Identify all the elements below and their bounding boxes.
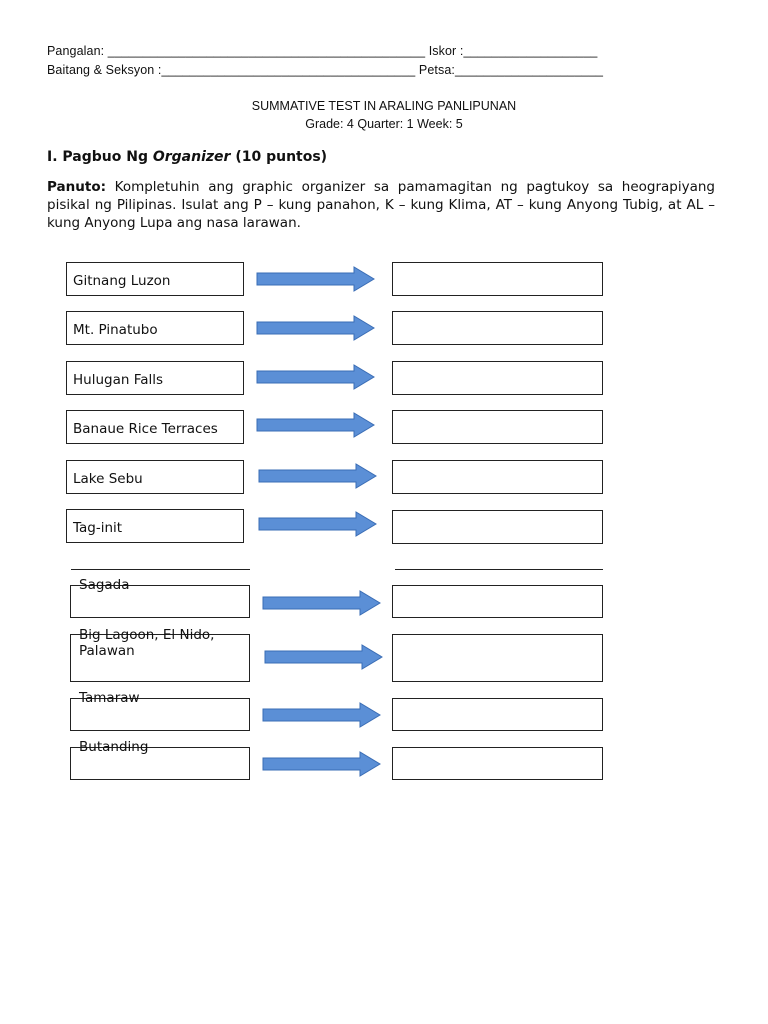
item-label: Sagada [79, 577, 130, 593]
answer-box[interactable] [392, 747, 603, 780]
instructions [47, 178, 715, 232]
item-label: Banaue Rice Terraces [73, 421, 218, 437]
answer-box[interactable] [392, 698, 603, 731]
item-label: Tag-init [73, 520, 123, 536]
arrow-icon [256, 315, 376, 341]
item-label: Lake Sebu [73, 471, 143, 487]
baitang-label: Baitang & Seksyon : [47, 63, 162, 77]
item-label: Mt. Pinatubo [73, 322, 158, 338]
baitang-row [47, 63, 603, 77]
arrow-icon [264, 644, 384, 670]
pangalan-label: Pangalan: [47, 44, 105, 58]
answer-box[interactable] [392, 262, 603, 296]
answer-box[interactable] [392, 585, 603, 618]
section-number: I. Pagbuo Ng [47, 149, 148, 165]
arrow-icon [258, 463, 378, 489]
answer-box[interactable] [392, 634, 603, 682]
answer-box[interactable] [392, 410, 603, 444]
baitang-field[interactable]: ____________________________________ [161, 63, 416, 77]
pangalan-row [47, 44, 597, 58]
iskor-label: Iskor : [428, 44, 464, 58]
item-label: Big Lagoon, El Nido, Palawan [79, 627, 215, 659]
arrow-icon [256, 412, 376, 438]
section-italic: Organizer [152, 149, 231, 165]
arrow-icon [262, 702, 382, 728]
answer-box[interactable] [392, 361, 603, 395]
answer-box[interactable] [392, 510, 603, 544]
test-title: SUMMATIVE TEST IN ARALING PANLIPUNAN [251, 99, 517, 113]
instructions-label: Panuto: [47, 179, 106, 195]
item-label: Gitnang Luzon [73, 273, 171, 289]
iskor-field[interactable]: ___________________ [463, 44, 598, 58]
answer-box[interactable] [392, 460, 603, 494]
section-points: (10 puntos) [235, 149, 328, 165]
arrow-icon [262, 751, 382, 777]
separator-line-right [395, 569, 603, 570]
test-subtitle: Grade: 4 Quarter: 1 Week: 5 [305, 117, 463, 131]
petsa-label: Petsa: [418, 63, 455, 77]
item-label: Tamaraw [79, 690, 140, 706]
arrow-icon [256, 364, 376, 390]
arrow-icon [262, 590, 382, 616]
item-label: Butanding [79, 739, 149, 755]
arrow-icon [256, 266, 376, 292]
section-heading [47, 149, 327, 165]
arrow-icon [258, 511, 378, 537]
pangalan-field[interactable]: _____________________________________________ [107, 44, 426, 58]
separator-line-left [71, 569, 250, 570]
answer-box[interactable] [392, 311, 603, 345]
petsa-field[interactable]: _____________________ [454, 63, 604, 77]
item-label: Hulugan Falls [73, 372, 164, 388]
instructions-text: Kompletuhin ang graphic organizer sa pamamagitan ng pagtukoy sa heograpiyang pisikal ng Pilipinas. Isulat ang P – kung panahon, K – kung Klima, AT – kung Anyong Tubig, at AL – kung Anyong Lupa ang nasa larawan. [47, 179, 715, 231]
